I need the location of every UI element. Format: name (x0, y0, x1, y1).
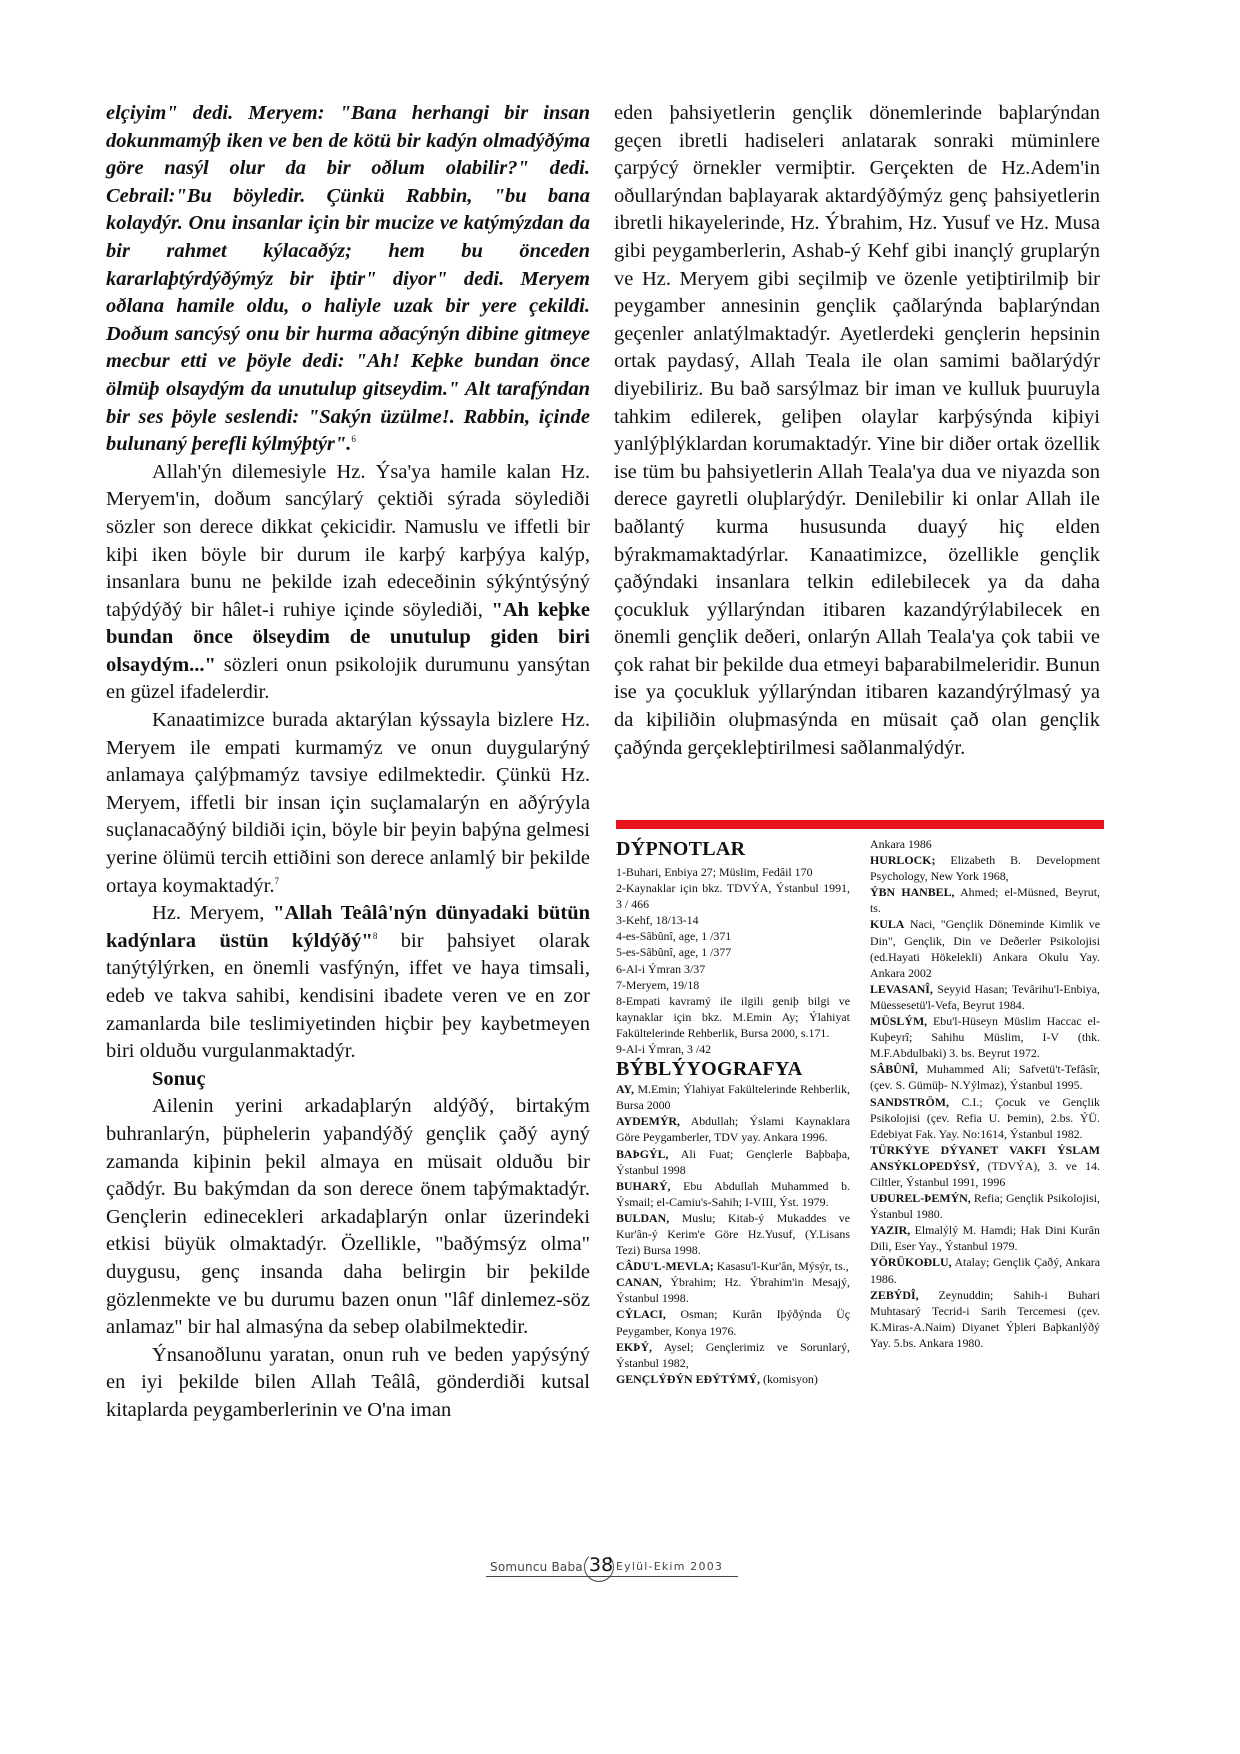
bibliography-entry (870, 852, 1100, 884)
bibliography-entry (616, 1371, 850, 1387)
footnote-item: 1-Buhari, Enbiya 27; Müslim, Fedâil 170 (616, 865, 813, 879)
reference-text: Seyyid Hasan; Tevârihu'l-Enbiya, Müessesetü'l-Vefa, Beyrut 1984. (870, 981, 1100, 1012)
page-number: 38 (589, 1554, 614, 1576)
paragraph: Ailenin yerini arkadaþlarýn aldýðý, birtakým buhranlarýn, þüphelerin yaþandýðý gençlik çaðý ayný zamanda kiþinin þekil almaya en müsait olduðu bir çaðdýr. Bu bakýmdan da son derece önem taþýmaktadýr. Gençlerin edinecekleri arkadaþlarýn onlar üzerindeki etkisi büyük olmaktadýr. Özellikle, "baðýmsýz olma" duygusu, genç insanda daha belirgin bir þekilde gözlenmekte ve bu durumu bazen onun "lâf dinlemez-söz anlamaz" bir hal almasýna da sebep olabilmektedir. (106, 1095, 590, 1339)
bibliography-entry (870, 981, 1100, 1013)
accent-bar (616, 820, 1104, 829)
footer-rule (486, 1576, 738, 1577)
author-name: CÂDU'L-MEVLA; (616, 1259, 714, 1274)
author-name: GENÇLÝÐÝN EÐÝTÝMÝ, (616, 1371, 761, 1386)
author-name: EKÞÝ, (616, 1339, 653, 1354)
bibliography-title: BÝBLÝYOGRAFYA (616, 1058, 803, 1081)
bibliography-list (870, 836, 1100, 1351)
reference-text: Osman; Kurân Iþýðýnda Üç Peygamber, Konya 1976. (616, 1307, 850, 1338)
intro-quote: elçiyim" dedi. Meryem: "Bana herhangi bir insan dokunmamýþ iken ve ben de kötü bir kadýn olmadýðýma göre nasýl olur da bir oðlum olabilir?" dedi. Cebrail:"Bu böyledir. Çünkü Rabbin, "bu bana kolaydýr. Onu insanlar için bir mucize ve katýmýzdan da bir rahmet kýlacaðýz; hem bu önceden kararlaþtýrdýðýmýz bir iþtir" diyor" dedi. Meryem oðlana hamile oldu, o haliyle uzak bir yere çekildi. Doðum sancýsý onu bir hurma aðacýnýn dibine gitmeye mecbur etti ve þöyle dedi: "Ah! Keþke bundan önce ölmüþ olsaydým da unutulup gitseydim." Alt tarafýndan bir ses þöyle seslendi: "Sakýn üzülme!. Rabbin, içinde bulunaný þerefli kýlmýþtýr". (106, 102, 590, 456)
magazine-name: Somuncu Baba (490, 1560, 583, 1574)
reference-text: Kasasu'l-Kur'ân, Mýsýr, ts., (713, 1259, 849, 1274)
reference-text: Elmalýlý M. Hamdi; Hak Dini Kurân Dili, Eser Yay., Ýstanbul 1979. (870, 1223, 1100, 1254)
reference-text: Ankara 1986 (870, 837, 932, 851)
bibliography-entry (616, 1210, 850, 1258)
footnotes-section (616, 836, 850, 1387)
bibliography-entry (870, 916, 1100, 980)
reference-text: M.Emin; Ýlahiyat Fakültelerinde Rehberlik, Bursa 2000 (616, 1082, 850, 1113)
bibliography-entry (616, 1274, 850, 1306)
reference-text: Refia; Gençlik Psikolojisi, Ýstanbul 1980. (870, 1191, 1100, 1222)
footnote-item: 2-Kaynaklar için bkz. TDVÝA, Ýstanbul 1991, 3 / 466 (616, 881, 850, 912)
bibliography-entry (616, 1146, 850, 1178)
author-name: HURLOCK; (870, 853, 936, 868)
reference-text: Ebu Abdullah Muhammed b. Ýsmail; el-Camiu's-Sahih; I-VIII, Ýst. 1979. (616, 1178, 850, 1209)
author-name: BULDAN, (616, 1210, 670, 1225)
right-column (614, 100, 1100, 762)
bibliography-entry (870, 1094, 1100, 1142)
footnote-item: 6-Al-i Ýmran 3/37 (616, 961, 706, 976)
author-name: BUHARÝ, (616, 1178, 671, 1193)
reference-text: C.I.; Çocuk ve Gençlik Psikolojisi (çev. Refia U. Þemin), 2.bs. ÝÜ. Edebiyat Fak. Yay. No:1614, Ýstanbul 1982. (870, 1094, 1100, 1141)
bibliography-entry (616, 1258, 850, 1274)
bibliography-entry (616, 1081, 850, 1113)
issue-date: Eylül-Ekim 2003 (616, 1560, 724, 1573)
author-name: YAZIR, (870, 1223, 911, 1238)
footnote-ref: 7 (274, 875, 280, 886)
text-span: Hz. Meryem, (152, 902, 274, 925)
reference-text: Abdullah; Ýslami Kaynaklara Göre Peygamberler, TDV yay. Ankara 1996. (616, 1114, 850, 1145)
bibliography-entry (870, 1287, 1100, 1351)
author-name: MÜSLÝM, (870, 1014, 928, 1029)
reference-text: Ali Fuat; Gençlerle Baþbaþa, Ýstanbul 1998 (616, 1146, 850, 1177)
author-name: UÐUREL-ÞEMÝN, (870, 1191, 971, 1206)
author-name: ZEBÝDÎ, (870, 1287, 919, 1302)
text-span: Kanaatimizce burada aktarýlan kýssayla bizlere Hz. Meryem ile empati kurmamýz ve onun duygularýný anlamaya çalýþmamýz tavsiye edilmektedir. Çünkü Hz. Meryem, iffetli bir insan için suçlamalarýn en aðýrýyla suçlanacaðýný bildiði için, böyle bir þeyin baþýna gelmesi yerine ölümü tercih ettiðini son derece anlamlý bir þekilde ortaya koymaktadýr. (106, 709, 590, 897)
author-name: CÝLACI, (616, 1307, 666, 1322)
reference-text: Muslu; Kitab-ý Mukaddes ve Kur'ân-ý Kerim'e Göre Hz.Yusuf, (Y.Lisans Tezi) Bursa 1998. (616, 1210, 850, 1258)
section-heading-sonuc: Sonuç (152, 1067, 206, 1090)
author-name: AY, (616, 1082, 634, 1097)
footnote-item: 7-Meryem, 19/18 (616, 977, 700, 992)
reference-text: Naci, "Gençlik Döneminde Kimlik ve Din", Gençlik, Din ve Deðerler Psikolojisi (ed.Hayati Hökelekli) Ankara Okulu Yay. Ankara 2002 (870, 917, 1100, 980)
reference-text: (komisyon) (760, 1371, 818, 1386)
bold-quote: "Allah Teâlâ'nýn dünyadaki bütün kadýnlara üstün kýldýðý" (106, 902, 591, 952)
bibliography-entry (870, 1142, 1100, 1190)
bibliography-entry (616, 1306, 850, 1338)
bibliography-entry (870, 1254, 1100, 1286)
footnote-ref: 6 (351, 434, 356, 445)
bibliography-entry (616, 1178, 850, 1210)
author-name: YÖRÜKOÐLU, (870, 1255, 952, 1270)
author-name: TÜRKÝYE DÝYANET VAKFI ÝSLAM ANSÝKLOPEDÝSÝ, (870, 1142, 1100, 1173)
reference-text: Ebu'l-Hüseyn Müslim Haccac el-Kuþeyrî; Sahihu Müslim, I-V (thk. M.F.Abdulbaki) 3. bs. Beyrut 1972. (870, 1014, 1100, 1061)
reference-text: (TDVÝA), 3. ve 14. Ciltler, Ýstanbul 1991, 1996 (870, 1158, 1100, 1189)
intro-paragraph (106, 100, 590, 459)
bibliography-entry (870, 836, 1100, 852)
footnote-item: 8-Empati kavramý ile ilgili geniþ bilgi ve kaynaklar için bkz. M.Emin Ay; Ýlahiyat Fakültelerinde Rehberlik, Bursa 2000, s.171. (616, 993, 850, 1040)
reference-text: Atalay; Gençlik Çaðý, Ankara 1986. (870, 1255, 1100, 1286)
paragraph (106, 707, 590, 900)
reference-text: Zeynuddin; Sahih-i Buhari Muhtasarý Tecrid-i Sarih Tercemesi (çev. K.Miras-A.Naim) Diyanet Ýþleri Baþkanlýðý Yay. 5.bs. Ankara 1980. (870, 1287, 1100, 1350)
bold-quote: "Ah keþke bundan önce ölseydim de unutulup giden biri olsaydým..." (106, 598, 590, 676)
footnote-item: 4-es-Sâbûnî, age, 1 /371 (616, 929, 732, 944)
bibliography-continued (870, 836, 1100, 1351)
author-name: LEVASANÎ, (870, 981, 933, 996)
reference-text: Elizabeth B. Development Psychology, New York 1968, (870, 853, 1100, 884)
paragraph: Ýnsanoðlunu yaratan, onun ruh ve beden yapýsýný en iyi þekilde bilen Allah Teâlâ, gönderdiði kutsal kitaplarda peygamberlerinin ve O'na iman (106, 1343, 590, 1421)
paragraph (106, 459, 590, 707)
page-footer (486, 1556, 738, 1578)
footnotes-title: DÝPNOTLAR (616, 838, 746, 860)
reference-text: Ahmed; el-Müsned, Beyrut, ts. (870, 885, 1100, 916)
text-span: Allah'ýn dilemesiyle Hz. Ýsa'ya hamile kalan Hz. Meryem'in, doðum sancýlarý çektiði sýrada söylediði sözler son derece dikkat çekicidir. Namuslu ve iffetli bir kiþi iken böyle bir durum ile karþý karþýya kalýp, insanlara bunu ne þekilde izah edeceðinin sýkýntýsýný taþýdýðý bir hâlet-i ruhiye içinde söylediði, (106, 460, 590, 621)
text-span: sözleri onun psikolojik durumunu yansýtan en güzel ifadelerdir. (106, 653, 590, 704)
author-name: ÝBN HANBEL, (870, 885, 955, 900)
footnotes-list (616, 864, 850, 1057)
reference-text: Muhammed Ali; Safvetü't-Tefâsîr, (çev. S. Gümüþ- N.Yýlmaz), Ýstanbul 1995. (870, 1062, 1100, 1093)
bibliography-entry (870, 1190, 1100, 1222)
author-name: SÂBÛNÎ, (870, 1062, 918, 1077)
bibliography-entry (870, 1061, 1100, 1093)
bibliography-entry (870, 1013, 1100, 1061)
bibliography-entry (870, 884, 1100, 916)
reference-text: Aysel; Gençlerimiz ve Sorunlarý, Ýstanbul 1982, (616, 1339, 850, 1370)
footnote-item: 3-Kehf, 18/13-14 (616, 913, 699, 928)
footnote-item: 5-es-Sâbûnî, age, 1 /377 (616, 945, 732, 960)
text-span: bir þahsiyet olarak tanýtýlýrken, en önemli vasfýnýn, iffet ve haya timsali, edeb ve takva sahibi, kendisini ibadete veren ve en zor zamanlarda bile teslimiyetinden hiçbir þey kaybetmeyen biri olduðu vurgulanmaktadýr. (106, 929, 590, 1063)
footnote-item: 9-Al-i Ýmran, 3 /42 (616, 1042, 712, 1057)
author-name: CANAN, (616, 1275, 662, 1290)
bibliography-entry (616, 1339, 850, 1371)
bibliography-entry (616, 1113, 850, 1145)
bibliography-entry (870, 1222, 1100, 1254)
reference-text: Ýbrahim; Hz. Ýbrahim'in Mesajý, Ýstanbul 1998. (616, 1275, 850, 1306)
author-name: AYDEMÝR, (616, 1114, 680, 1129)
author-name: KULA (870, 917, 905, 932)
bibliography-list (616, 1081, 850, 1387)
author-name: SANDSTRÖM, (870, 1094, 949, 1109)
author-name: BAÞGÝL, (616, 1146, 669, 1161)
footnote-ref: 8 (372, 930, 378, 941)
paragraph (106, 900, 590, 1066)
left-column (106, 100, 590, 1425)
paragraph: eden þahsiyetlerin gençlik dönemlerinde baþlarýndan geçen ibretli hadiseleri anlatarak sonraki müminlere çarpýcý örnekler vermiþtir. Gerçekten de Hz.Adem'in oðullarýndan baþlayarak aktardýðýmýz genç þahsiyetlerin ibretli hikayelerinde, Hz. Ýbrahim, Hz. Yusuf ve Hz. Musa gibi peygamberlerin, Ashab-ý Kehf gibi inançlý gruplarýn ve Hz. Meryem gibi seçilmiþ ve özenle yetiþtirilmiþ bir peygamber annesinin gençlik çaðlarýnda baþlarýndan geçenler anlatýlmaktadýr. Ayetlerdeki gençlerin hepsinin ortak paydasý, Allah Teala ile olan samimi baðlarýdýr diyebiliriz. Bu bað sarsýlmaz bir iman ve kulluk þuuruyla tahkim edilerek, geliþen olaylar karþýsýnda kiþiyi yanlýþlýklardan korumaktadýr. Yine bir diðer ortak özellik ise tüm bu þahsiyetlerin Allah Teala'ya dua ve niyazda son derece gayretli oluþlarýdýr. Denilebilir ki onlar Allah ile baðlantý kurma hususunda duayý hiç elden býrakmamaktadýrlar. Kanaatimizce, özellikle gençlik çaðýndaki insanlara telkin edilebilecek ya da daha çocukluk yýllarýndan itibaren kazandýrýlabilecek en önemli gençlik deðeri, onlarýn Allah Teala'ya çok tabii ve çok rahat bir þekilde dua etmeyi baþarabilmeleridir. Bunun ise ya çocukluk yýllarýndan itibaren kazandýrýlmasý ya da kiþiliðin oluþmasýnda en müsait çað olan gençlik çaðýnda gerçekleþtirilmesi saðlanmalýdýr. (614, 102, 1100, 759)
